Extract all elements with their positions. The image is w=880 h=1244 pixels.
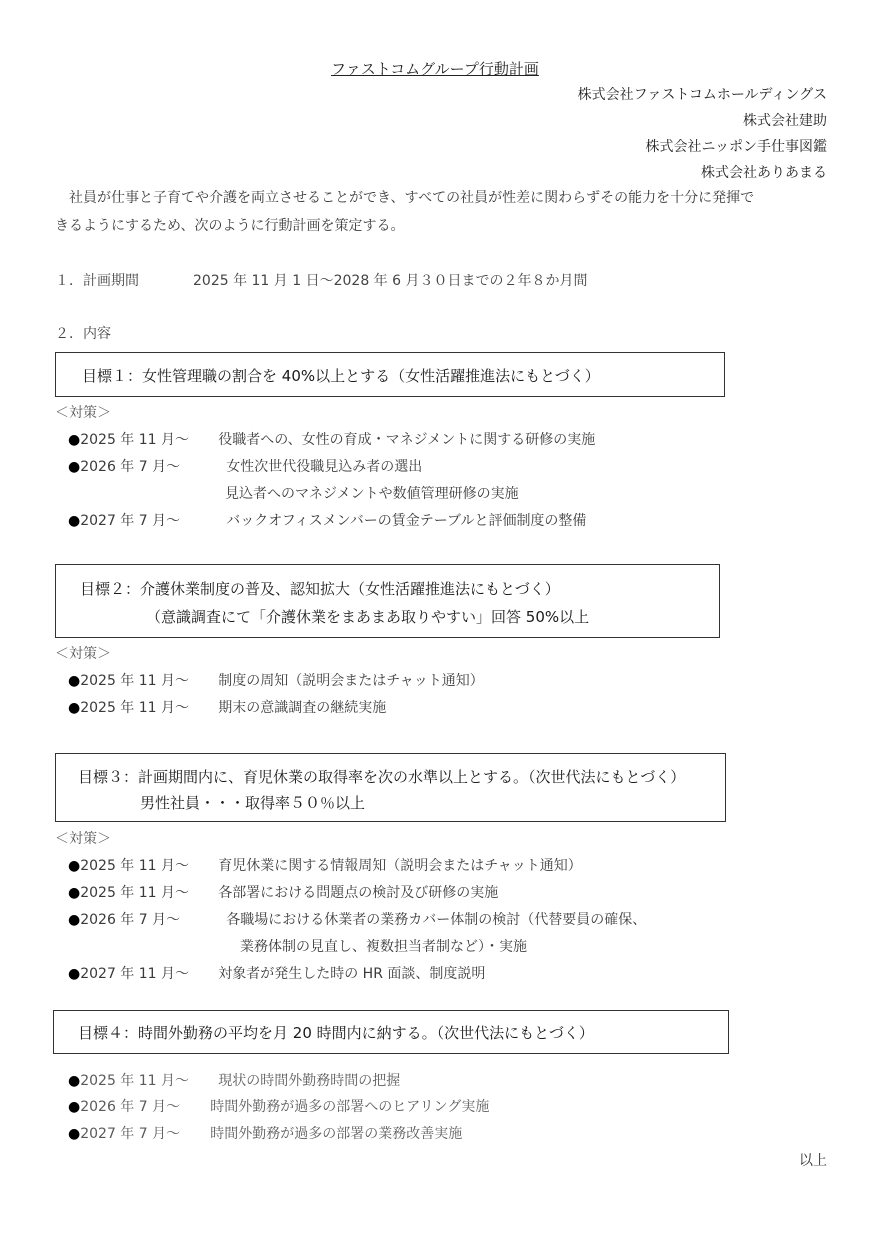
measure-text: 時間外勤務が過多の部署へのヒアリング実施 <box>210 1099 490 1115</box>
goal-3-title: 目標３：計画期間内に、育児休業の取得率を次の水準以上とする。（次世代法にもとづく） <box>78 768 686 786</box>
measure-date: 2025 年 11 月～ <box>80 885 190 901</box>
document-title: ファストコムグループ行動計画 <box>331 60 539 78</box>
bullet-icon: ● <box>68 1126 81 1142</box>
goal-4-box <box>53 1010 729 1054</box>
goal-2-subtitle: （意識調査にて「介護休業をまあまあ取りやすい」回答 50%以上 <box>146 608 590 626</box>
measure-text: 各職場における休業者の業務カバー体制の検討（代替要員の確保、 <box>226 912 647 928</box>
measure-date: 2025 年 11 月～ <box>80 432 190 448</box>
measures-label: ＜対策＞ <box>55 405 111 421</box>
measure-item-continuation <box>240 936 527 956</box>
measure-item <box>68 882 498 902</box>
bullet-icon: ● <box>68 858 81 874</box>
measure-text: 見込者へのマネジメントや数値管理研修の実施 <box>225 486 519 502</box>
goal-1-title: 目標１：女性管理職の割合を 40%以上とする（女性活躍推進法にもとづく） <box>82 367 600 385</box>
bullet-icon: ● <box>68 966 81 982</box>
measures-label: ＜対策＞ <box>55 831 111 847</box>
closing-text: 以上 <box>799 1153 827 1169</box>
bullet-icon: ● <box>68 513 81 529</box>
bullet-icon: ● <box>68 432 81 448</box>
measure-text: 制度の周知（説明会またはチャット通知） <box>218 673 484 689</box>
measure-date: 2025 年 11 月～ <box>80 700 190 716</box>
measure-date: 2025 年 11 月～ <box>80 673 190 689</box>
goal-1-box <box>55 352 725 397</box>
company-name: 株式会社ニッポン手仕事図鑑 <box>645 139 827 155</box>
measure-date: 2026 年 7 月～ <box>80 1099 181 1115</box>
company-name: 株式会社ファストコムホールディングス <box>577 87 827 103</box>
bullet-icon: ● <box>68 1073 81 1089</box>
measure-date: 2026 年 7 月～ <box>80 912 181 928</box>
measure-date: 2025 年 11 月～ <box>80 858 190 874</box>
measure-item <box>68 1070 400 1090</box>
measure-text: 時間外勤務が過多の部署の業務改善実施 <box>210 1126 463 1142</box>
bullet-icon: ● <box>68 1099 81 1115</box>
bullet-icon: ● <box>68 700 81 716</box>
measure-text: バックオフィスメンバーの賃金テーブルと評価制度の整備 <box>226 513 587 529</box>
measure-item <box>68 697 386 717</box>
measure-date: 2027 年 7 月～ <box>80 513 181 529</box>
measure-text: 女性次世代役職見込み者の選出 <box>226 459 423 475</box>
measure-text: 期末の意識調査の継続実施 <box>218 700 387 716</box>
measure-item <box>68 456 422 476</box>
measure-date: 2026 年 7 月～ <box>80 459 181 475</box>
measure-item <box>68 670 484 690</box>
measure-item <box>68 855 582 875</box>
measure-text: 対象者が発生した時の HR 面談、制度説明 <box>218 966 486 982</box>
measure-date: 2027 年 7 月～ <box>80 1126 181 1142</box>
section-1-label: １．計画期間 <box>55 273 139 289</box>
goal-3-subtitle: 男性社員・・・取得率５０％以上 <box>140 794 366 812</box>
goal-2-box <box>55 564 720 638</box>
measure-text: 業務体制の見直し、複数担当者制など）・実施 <box>240 939 527 955</box>
measure-text: 役職者への、女性の育成・マネジメントに関する研修の実施 <box>218 432 596 448</box>
measure-item <box>68 963 485 983</box>
intro-paragraph-line: 社員が仕事と子育てや介護を両立させることができ、すべての社員が性差に関わらずその能力を十分に発揮で <box>55 190 755 206</box>
measure-item <box>68 1096 489 1116</box>
measure-item <box>68 909 646 929</box>
company-name: 株式会社ありあまる <box>701 165 827 181</box>
measure-text: 各部署における問題点の検討及び研修の実施 <box>218 885 499 901</box>
plan-period-value: 2025 年 11 月 1 日～2028 年 6 月３０日までの２年８か月間 <box>193 273 588 289</box>
measure-text: 育児休業に関する情報周知（説明会またはチャット通知） <box>218 858 582 874</box>
bullet-icon: ● <box>68 459 81 475</box>
measures-label: ＜対策＞ <box>55 646 111 662</box>
measure-item-continuation <box>225 483 519 503</box>
bullet-icon: ● <box>68 912 81 928</box>
goal-2-title: 目標２：介護休業制度の普及、認知拡大（女性活躍推進法にもとづく） <box>80 580 560 598</box>
measure-text: 現状の時間外勤務時間の把握 <box>218 1073 401 1089</box>
bullet-icon: ● <box>68 885 81 901</box>
bullet-icon: ● <box>68 673 81 689</box>
company-name: 株式会社建助 <box>743 113 827 129</box>
intro-paragraph-line: きるようにするため、次のように行動計画を策定する。 <box>55 218 405 234</box>
measure-item <box>68 1123 462 1143</box>
measure-date: 2025 年 11 月～ <box>80 1073 190 1089</box>
section-2-label: ２．内容 <box>55 326 111 342</box>
measure-item <box>68 510 586 530</box>
goal-4-title: 目標４：時間外勤務の平均を月 20 時間内に納する。（次世代法にもとづく） <box>78 1024 594 1042</box>
measure-item <box>68 429 595 449</box>
measure-date: 2027 年 11 月～ <box>80 966 190 982</box>
goal-3-box <box>55 753 726 822</box>
